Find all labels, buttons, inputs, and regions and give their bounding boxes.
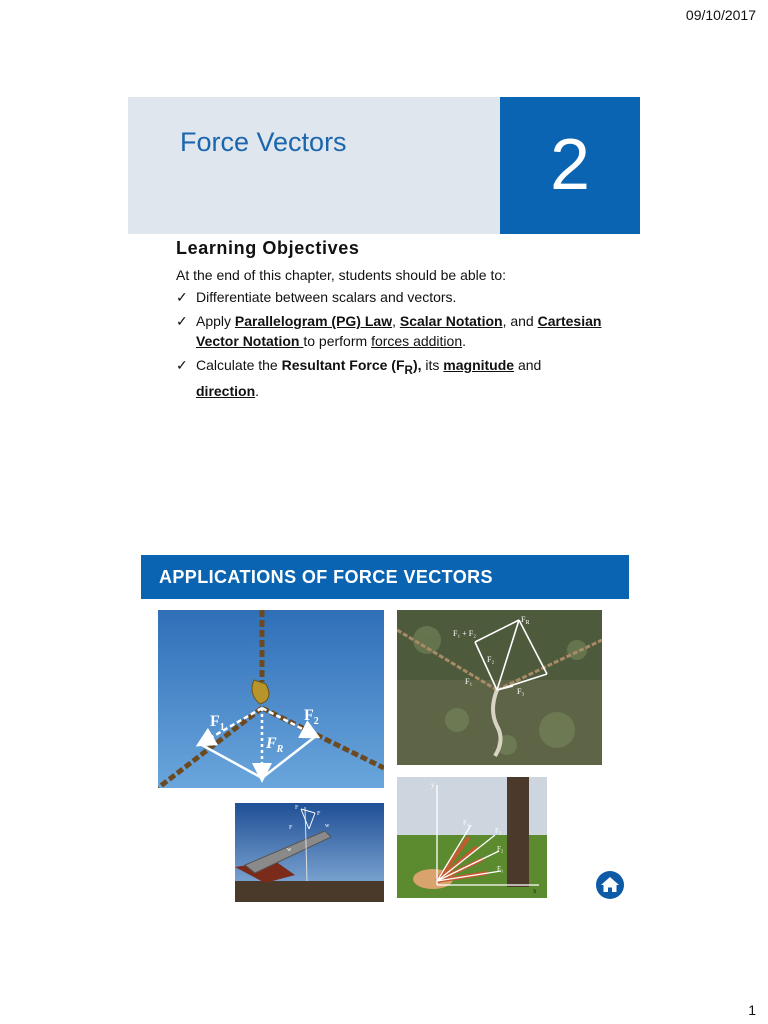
svg-text:F: F — [317, 811, 321, 817]
svg-text:F₁: F₁ — [497, 865, 504, 873]
fence-f1f2-label: F₁ + F₂ — [453, 629, 476, 638]
page-date: 09/10/2017 — [685, 7, 756, 23]
check-icon: ✓ — [176, 289, 188, 305]
svg-text:F: F — [295, 805, 299, 811]
objective-item: ✓ Differentiate between scalars and vectors. — [176, 289, 457, 305]
svg-text:F₂: F₂ — [497, 845, 504, 853]
objectives-list — [176, 287, 606, 401]
check-icon: ✓ — [176, 357, 188, 373]
fr-label: $F_R$ — [266, 735, 284, 755]
home-icon — [596, 871, 624, 899]
chapter-banner — [128, 97, 500, 234]
fence-force-photo — [397, 610, 602, 765]
chapter-title: Force Vectors — [180, 127, 347, 157]
resultant-force-term: Resultant Force $(F_R)$, — [281, 357, 422, 377]
svg-text:F₄: F₄ — [463, 819, 470, 827]
svg-text:w: w — [325, 823, 330, 829]
fence-f1-label: F₁ — [465, 677, 473, 686]
svg-text:w: w — [287, 847, 292, 853]
check-icon: ✓ — [176, 313, 188, 329]
svg-text:F: F — [289, 825, 293, 831]
chapter-number-box — [500, 97, 640, 234]
magnitude-term: magnitude — [443, 357, 515, 373]
page-number: 1 — [748, 1002, 756, 1018]
learning-objectives — [176, 238, 606, 405]
chain-force-photo — [158, 610, 384, 788]
svg-text:x: x — [533, 887, 537, 895]
fence-fr-label: $F_R$ — [521, 615, 530, 626]
svg-text:y: y — [431, 781, 435, 789]
applications-title: APPLICATIONS OF FORCE VECTORS — [159, 567, 493, 587]
f2-label: $F_2$ — [304, 707, 319, 727]
cartesian-notation-term: Cartesian Vector Notation — [196, 313, 602, 349]
objectives-intro: At the end of this chapter, students should be able to: — [176, 267, 507, 283]
fence-f2-label: F₂ — [487, 655, 495, 664]
tree-force-photo — [397, 777, 547, 898]
chapter-number: 2 — [549, 125, 591, 205]
objective-item: ✓ Apply Parallelogram (PG) Law, Scalar Notation, and Cartesian Vector Notation to perform forces addition. — [176, 313, 602, 349]
pg-law-term: Parallelogram (PG) Law — [234, 313, 393, 329]
fence-f3-label: F₃ — [517, 687, 525, 696]
f1-label: $F_1$ — [210, 713, 225, 733]
crane-force-photo — [235, 803, 384, 902]
applications-banner — [141, 555, 629, 599]
objectives-heading: Learning Objectives — [176, 238, 360, 258]
forces-addition-term: forces addition — [371, 333, 463, 349]
objective-item: ✓ Calculate the Resultant Force $(F_R)$, its magnitude and direction. — [176, 357, 542, 399]
home-button[interactable] — [596, 871, 624, 899]
svg-text:F₃: F₃ — [495, 827, 502, 835]
direction-term: direction — [196, 382, 256, 399]
scalar-notation-term: Scalar Notation — [399, 313, 503, 329]
